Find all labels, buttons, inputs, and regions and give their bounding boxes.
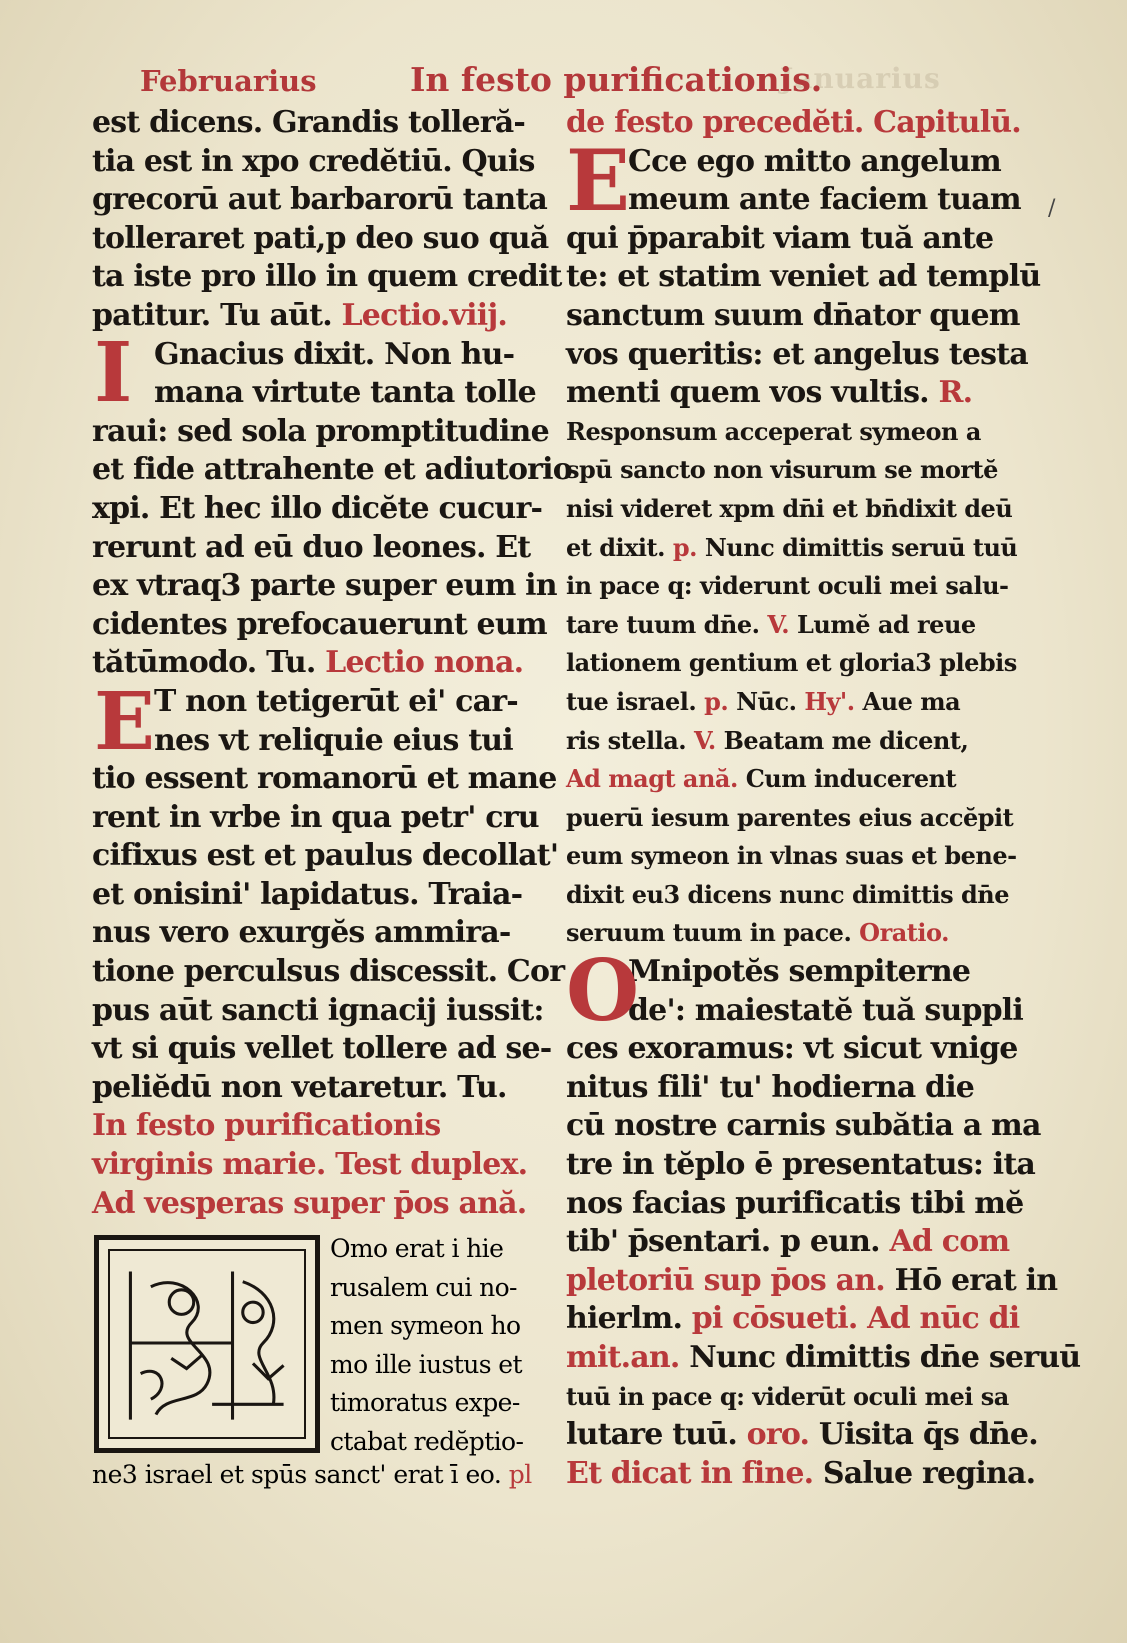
text-line: Gnacius dixit. Non hu- bbox=[154, 336, 515, 372]
text-line: tolleraret pati,p deo suo quă bbox=[92, 220, 549, 256]
text-line: ex vtraq3 parte super eum in bbox=[92, 568, 557, 604]
text-line bbox=[566, 1339, 1081, 1378]
text-run: Cum inducerent bbox=[745, 764, 957, 794]
text-run: hierlm. bbox=[566, 1301, 683, 1337]
initial-block bbox=[92, 673, 547, 768]
left-last-line bbox=[92, 1456, 552, 1495]
text-line: men symeon ho bbox=[330, 1311, 521, 1341]
text-line: Cce ego mitto angelum bbox=[628, 143, 1001, 179]
rubric-mark: Ad com bbox=[889, 1224, 1010, 1260]
text-line: raui: sed sola promptitudine bbox=[92, 413, 549, 449]
header-feast-title: In festo purificationis. bbox=[410, 60, 823, 99]
text-run: ne3 israel et spūs sanct' erat ī eo. bbox=[92, 1460, 502, 1489]
red-initial-I: I bbox=[94, 324, 133, 421]
text-line: rerunt ad eū duo leones. Et bbox=[92, 529, 531, 565]
running-header bbox=[140, 60, 960, 102]
text-line bbox=[92, 644, 547, 683]
initial-block bbox=[566, 941, 1024, 1041]
rubric-line: Ad vesperas super p̄os ană. bbox=[92, 1185, 527, 1221]
woodcut-inner-frame bbox=[108, 1249, 306, 1439]
text-line: pus aūt sancti ignacij iussit: bbox=[92, 992, 544, 1028]
text-line: lationem gentium et gloria3 plebis bbox=[566, 648, 1017, 678]
rubric-mark: Et dicat in fine. bbox=[566, 1455, 814, 1491]
rubric-line: virginis marie. Test duplex. bbox=[92, 1147, 528, 1183]
text-line bbox=[566, 374, 1021, 413]
rubric-mark: V. bbox=[694, 725, 716, 755]
text-line bbox=[566, 1416, 1038, 1455]
text-line: sanctum suum dn̄ator quem bbox=[566, 297, 1020, 333]
text-line: et fide attrahente et adiutorio bbox=[92, 452, 572, 488]
text-line: dixit eu3 dicens nunc dimittis dn̄e bbox=[566, 879, 1010, 909]
text-line bbox=[566, 1455, 1036, 1494]
woodcut-illustration-icon bbox=[110, 1251, 304, 1437]
rubric-mark: p. bbox=[704, 686, 729, 716]
text-line: vos queritis: et angelus testa bbox=[566, 336, 1028, 372]
rubric-mark: V. bbox=[767, 609, 790, 639]
show-through-text: Januarius bbox=[780, 62, 941, 95]
text-run: Lumĕ ad reue bbox=[797, 609, 976, 639]
text-line: tuū in pace q: viderūt oculi mei sa bbox=[566, 1381, 1009, 1411]
margin-mark: / bbox=[1048, 196, 1056, 221]
text-line bbox=[566, 1223, 1021, 1262]
text-line bbox=[566, 1300, 1021, 1339]
text-run: Aue ma bbox=[862, 686, 961, 716]
text-run: tare tuum dn̄e. bbox=[566, 609, 760, 639]
text-run: Salue regina. bbox=[822, 1455, 1036, 1491]
text-line: spū sancto non visurum se mortĕ bbox=[566, 455, 998, 485]
text-line: et onisini' lapidatus. Traia- bbox=[92, 876, 523, 912]
text-line: tio essent romanorū et mane bbox=[92, 761, 557, 797]
text-line: nes vt reliquie eius tui bbox=[154, 722, 513, 758]
text-run: lutare tuū. bbox=[566, 1417, 737, 1453]
initial-block bbox=[566, 130, 1021, 230]
text-line: peliĕdū non vetaretur. Tu. bbox=[92, 1069, 507, 1105]
text-line: meum ante faciem tuam bbox=[628, 182, 1021, 218]
text-line: mana virtute tanta tolle bbox=[154, 375, 536, 411]
rubric-oratio: Oratio. bbox=[859, 918, 949, 948]
header-month: Februarius bbox=[140, 64, 317, 98]
text-line bbox=[566, 606, 1021, 645]
text-run: et dixit. bbox=[566, 532, 665, 562]
text-line: cifixus est et paulus decollat' bbox=[92, 838, 559, 874]
right-column bbox=[566, 104, 1081, 1493]
red-initial-E: E bbox=[566, 130, 631, 230]
text-line bbox=[566, 722, 1021, 761]
rubric-lectio: Lectio.viij. bbox=[341, 297, 508, 333]
text-line: nitus fili' tu' hodierna die bbox=[566, 1069, 975, 1105]
text-line: rent in vrbe in qua petr' cru bbox=[92, 799, 539, 835]
text-line: eum symeon in vlnas suas et bene- bbox=[566, 841, 1017, 871]
text-run: Uisita q̄s dn̄e. bbox=[818, 1417, 1038, 1453]
rubric-mark: oro. bbox=[746, 1417, 810, 1453]
text-line: Omo erat i hie bbox=[330, 1234, 504, 1263]
text-line bbox=[566, 529, 1021, 568]
text-run: Beatam me dicent, bbox=[723, 725, 969, 755]
text-line: rusalem cui no- bbox=[330, 1272, 517, 1302]
text-run: tib' p̄sentari. p eun. bbox=[566, 1224, 880, 1260]
woodcut-initial-image bbox=[94, 1235, 320, 1453]
text-line bbox=[566, 1262, 1058, 1301]
text-line: cidentes prefocauerunt eum bbox=[92, 606, 547, 642]
text-line: ta iste pro illo in quem credit bbox=[92, 259, 562, 295]
rubric-lectio-nona: Lectio nona. bbox=[325, 645, 524, 681]
text-line bbox=[92, 297, 547, 336]
text-line: tia est in xpo credĕtiū. Quis bbox=[92, 143, 535, 179]
text-line: puerū iesum parentes eius accĕpit bbox=[566, 802, 1014, 832]
text-line: tre in tĕplo ē presentatus: ita bbox=[566, 1147, 1036, 1183]
text-line: qui p̄parabit viam tuă ante bbox=[566, 220, 994, 256]
left-column bbox=[92, 104, 572, 1223]
text-run: seruum tuum in pace. bbox=[566, 918, 852, 948]
rubric-mark: mit.an. bbox=[566, 1340, 680, 1375]
text-line: ctabat redĕptio- bbox=[330, 1426, 524, 1456]
text-line: nus vero exurgĕs ammira- bbox=[92, 915, 511, 951]
text-line: mo ille iustus et bbox=[330, 1349, 522, 1379]
text-run: tătūmodo. Tu. bbox=[92, 645, 316, 681]
text-line: grecorū aut barbarorū tanta bbox=[92, 182, 548, 218]
rubric-mark: pl bbox=[508, 1460, 532, 1489]
text-line: xpi. Et hec illo dicĕte cucur- bbox=[92, 490, 543, 526]
text-line: in pace q: viderunt oculi mei salu- bbox=[566, 571, 1009, 601]
text-run: ris stella. bbox=[566, 725, 687, 755]
text-line: Responsum acceperat symeon a bbox=[566, 416, 981, 446]
rubric-line: de festo precedĕti. Capitulū. bbox=[566, 105, 1021, 140]
text-run: Hō erat in bbox=[894, 1262, 1058, 1298]
text-line: vt si quis vellet tollere ad se- bbox=[92, 1031, 552, 1067]
text-line: tione perculsus discessit. Cor bbox=[92, 954, 565, 990]
rubric-mark: Ad magt ană. bbox=[566, 764, 738, 794]
text-run: patitur. Tu aūt. bbox=[92, 297, 332, 333]
text-line bbox=[566, 683, 1021, 722]
rubric-mark: p. bbox=[672, 532, 697, 562]
text-run: Nūc. bbox=[736, 686, 797, 716]
text-line: est dicens. Grandis tolleră- bbox=[92, 105, 526, 140]
text-line: Mnipotĕs sempiterne bbox=[628, 954, 971, 990]
text-line: de': maiestatĕ tuă suppli bbox=[628, 992, 1024, 1028]
red-initial-O: O bbox=[566, 941, 640, 1041]
rubric-mark: R. bbox=[938, 375, 973, 411]
woodcut-side-text bbox=[330, 1230, 550, 1462]
text-line: te: et statim veniet ad templū bbox=[566, 259, 1041, 295]
text-run: menti quem vos vultis. bbox=[566, 375, 929, 411]
text-line: nos facias purificatis tibi mĕ bbox=[566, 1185, 1024, 1221]
text-line: T non tetigerūt ei' car- bbox=[154, 683, 518, 719]
rubric-mark: pi cōsueti. Ad nūc di bbox=[691, 1301, 1020, 1337]
text-run: Nunc dimittis seruū tuū bbox=[704, 532, 1018, 562]
initial-block bbox=[92, 324, 547, 421]
text-run: tue israel. bbox=[566, 686, 697, 716]
rubric-line: In festo purificationis bbox=[92, 1108, 441, 1144]
text-line: ces exoramus: vt sicut vnige bbox=[566, 1031, 1018, 1067]
text-run: Nunc dimittis dn̄e seruū bbox=[689, 1340, 1081, 1375]
text-line: timoratus expe- bbox=[330, 1388, 520, 1418]
text-line bbox=[566, 760, 1021, 799]
rubric-mark: Hy'. bbox=[804, 686, 855, 716]
text-line: cū nostre carnis subătia a ma bbox=[566, 1108, 1041, 1144]
red-initial-E: E bbox=[94, 673, 155, 768]
text-line bbox=[92, 1456, 552, 1495]
text-line: nisi videret xpm dn̄i et bn̄dixit deū bbox=[566, 493, 1013, 523]
rubric-mark: pletoriū sup p̄os an. bbox=[566, 1262, 885, 1298]
